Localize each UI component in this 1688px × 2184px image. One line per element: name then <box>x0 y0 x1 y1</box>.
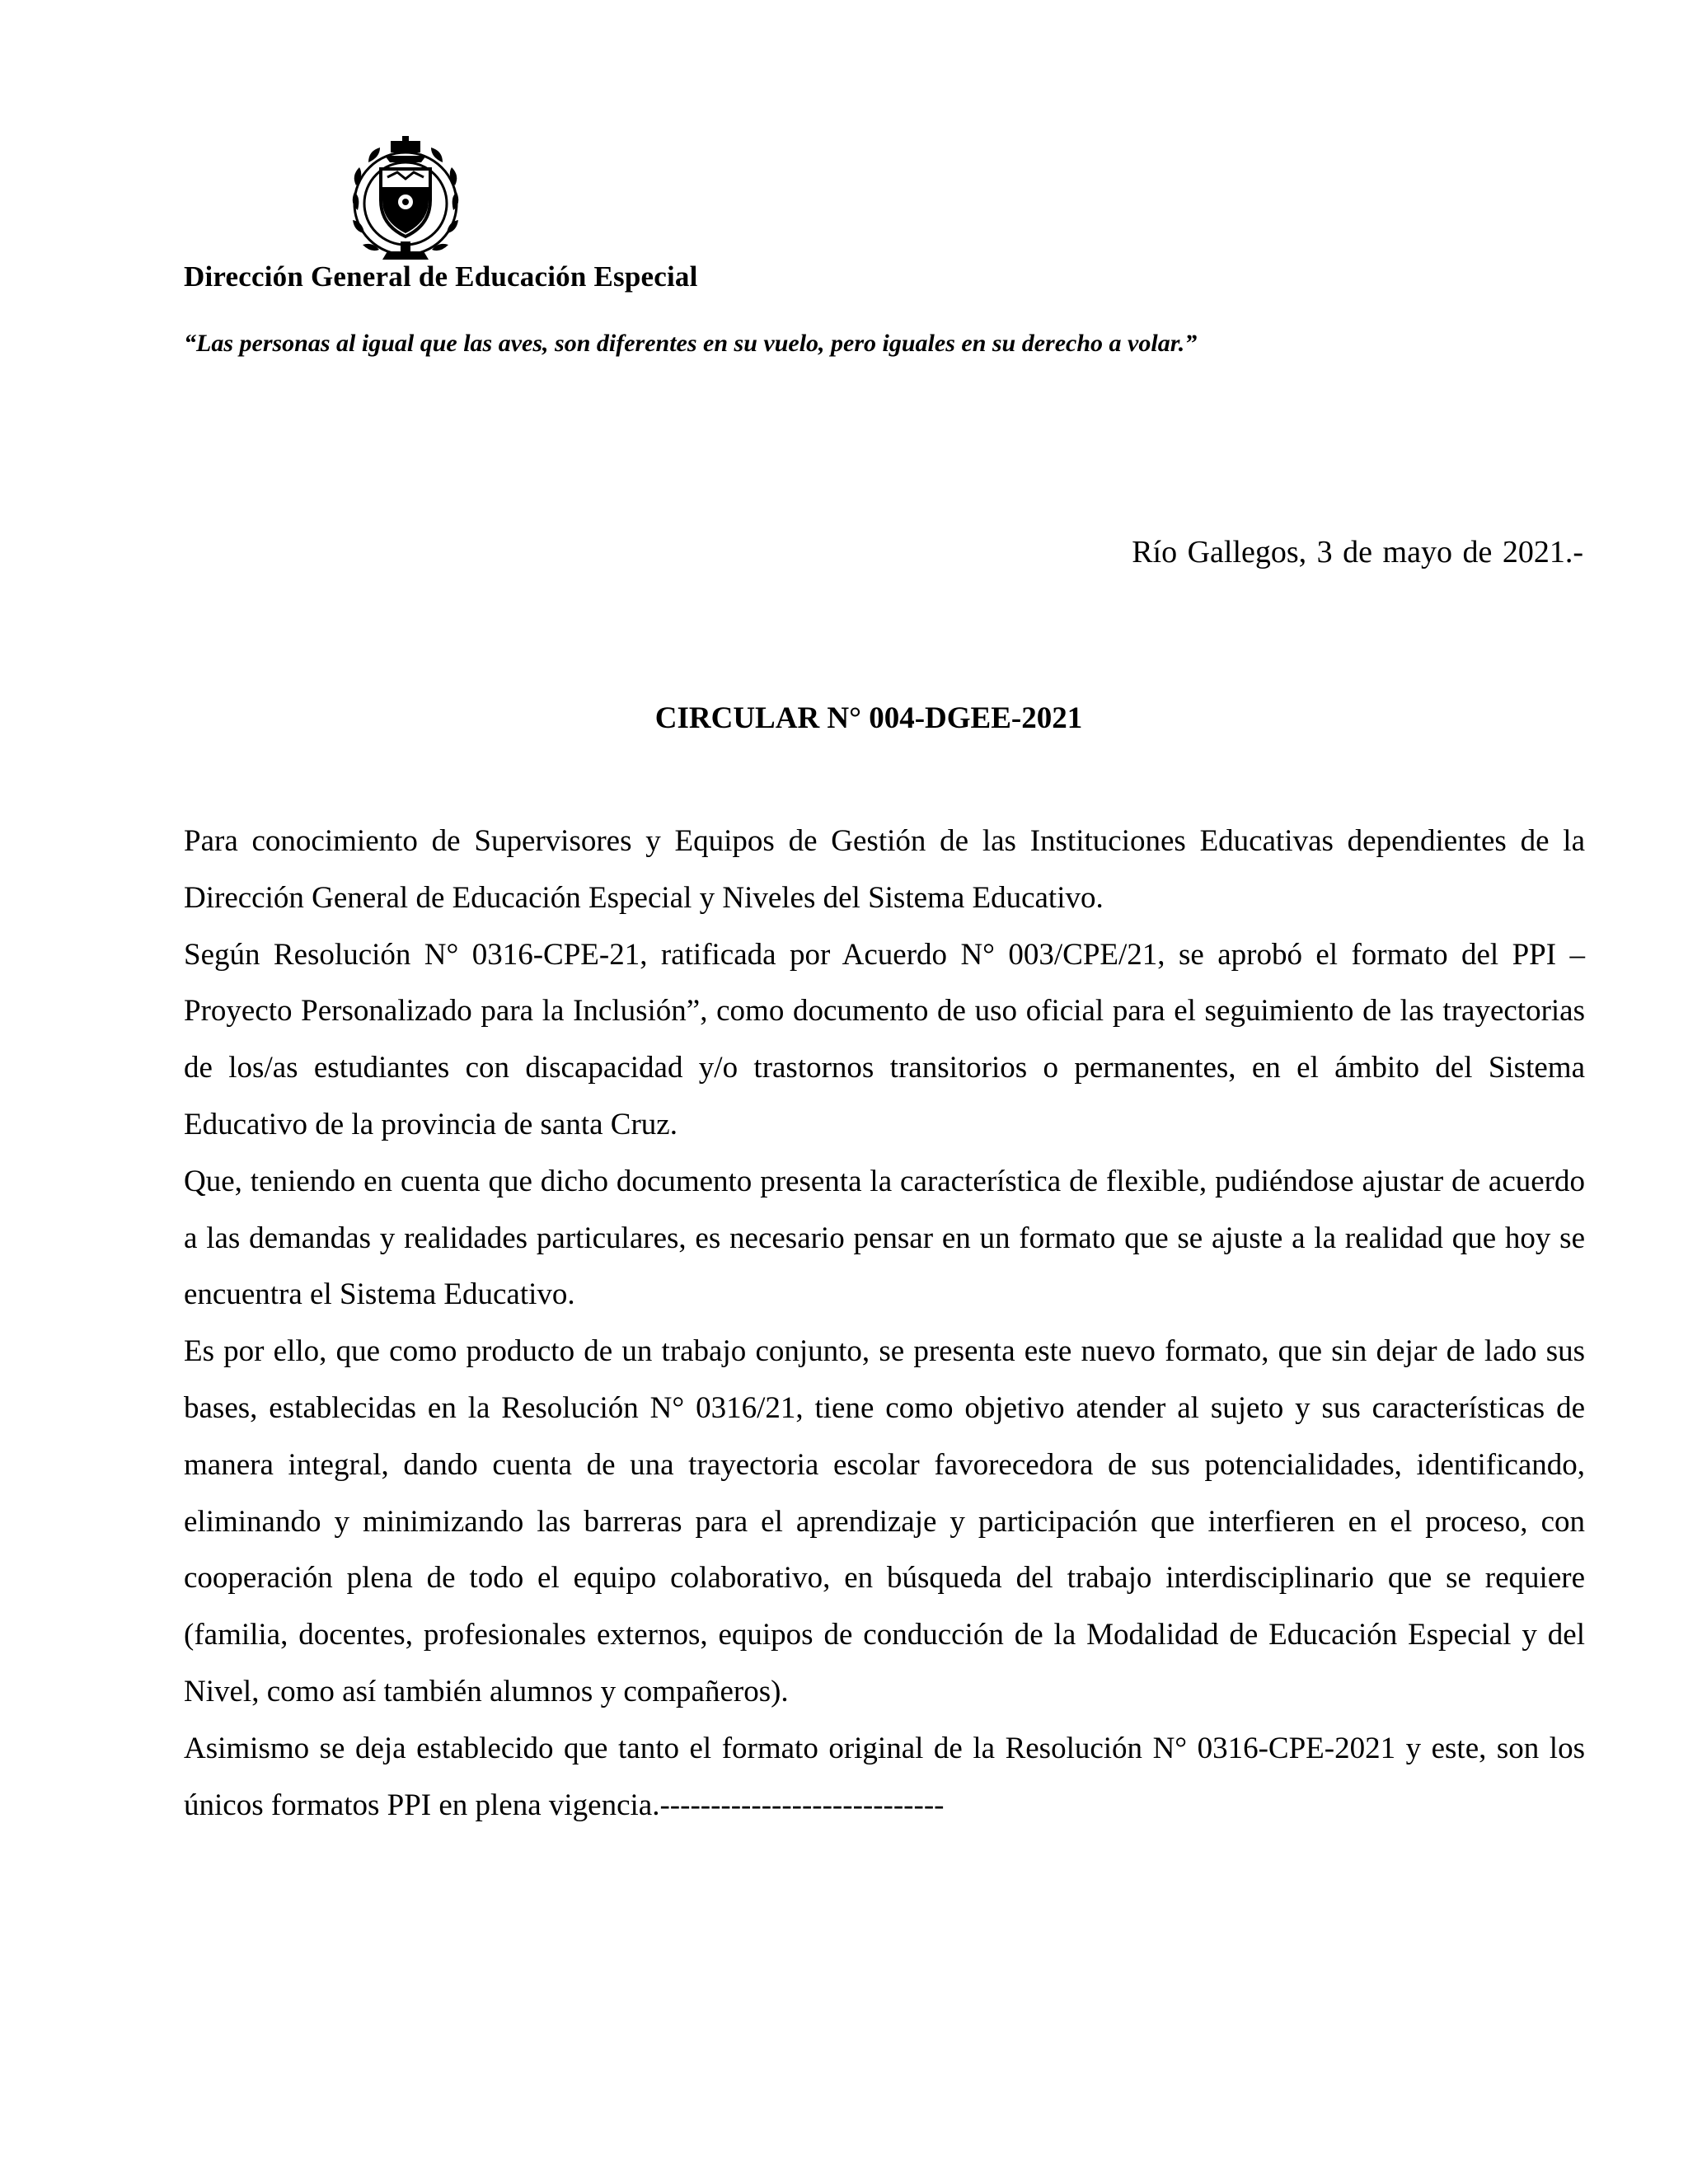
paragraph: Es por ello, que como producto de un trabajo conjunto, se presenta este nuevo formato, que sin dejar de lado sus bases, establecidas en la Resolución N° 0316/21, tiene como objetivo atender al sujeto y sus características de manera integral, dando cuenta de una trayectoria escolar favorecedora de sus potencialidades, identificando, eliminando y minimizando las barreras para el aprendizaje y participación que interfieren en el proceso, con cooperación plena de todo el equipo colaborativo, en búsqueda del trabajo interdisciplinario que se requiere (familia, docentes, profesionales externos, equipos de conducción de la Modalidad de Educación Especial y del Nivel, como así también alumnos y compañeros). <box>184 1334 1585 1708</box>
paragraph: Asimismo se deja establecido que tanto el formato original de la Resolución N° 0316-CPE-2021 y este, son los únicos formatos PPI en plena vigencia.---------------------------- <box>184 1731 1585 1822</box>
organization-name: Dirección General de Educación Especial <box>184 260 698 293</box>
paragraph: Según Resolución N° 0316-CPE-21, ratificada por Acuerdo N° 003/CPE/21, se aprobó el formato del PPI – Proyecto Personalizado para la Inclusión”, como documento de uso oficial para el seguimiento de las trayectorias de los/as estudiantes con discapacidad y/o trastornos transitorios o permanentes, en el ámbito del Sistema Educativo de la provincia de santa Cruz. <box>184 937 1585 1141</box>
circular-title: CIRCULAR N° 004-DGEE-2021 <box>654 701 1083 735</box>
paragraph: Que, teniendo en cuenta que dicho documento presenta la característica de flexible, pudiéndose ajustar de acuerdo a las demandas y realidades particulares, es necesario pensar en un formato que se ajuste a la realidad que hoy se encuentra el Sistema Educativo. <box>184 1164 1585 1312</box>
date-line: Río Gallegos, 3 de mayo de 2021.- <box>1132 535 1583 569</box>
body-text <box>184 813 1585 1834</box>
paragraph: Para conocimiento de Supervisores y Equipos de Gestión de las Instituciones Educativas dependientes de la Dirección General de Educación Especial y Niveles del Sistema Educativo. <box>184 824 1585 915</box>
provincial-coat-of-arms-icon <box>340 136 471 264</box>
motto-quote: “Las personas al igual que las aves, son diferentes en su vuelo, pero iguales en su derecho a volar.” <box>184 330 1198 357</box>
